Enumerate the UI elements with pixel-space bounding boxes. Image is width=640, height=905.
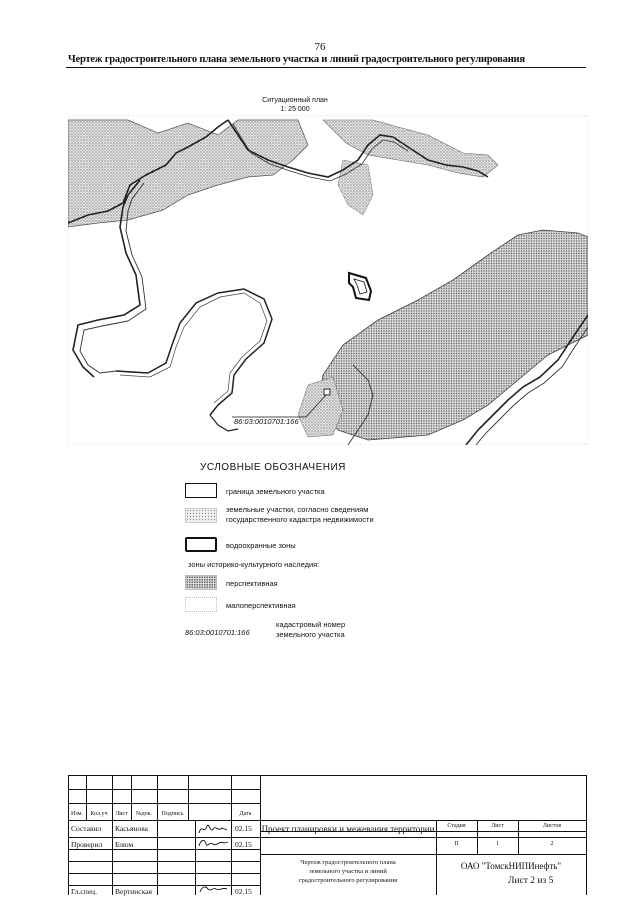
document-title: Чертеж градостроительного плана земельного участка и линий градостроительного регулирования (68, 54, 525, 65)
tb-sheet-value: 1 (496, 841, 499, 847)
legend-label-cadastre-line2: государственного кадастра недвижимости (226, 515, 374, 524)
legend-heritage-heading: зоны историко-культурного наследия: (188, 560, 320, 569)
tb-header-change: Изм. (71, 811, 83, 817)
title-block (68, 775, 586, 895)
tb-drawing-title-line1: Чертеж градостроительного плана (300, 859, 396, 866)
tb-stage-header: Стадия (447, 823, 466, 829)
tb-role-compiled: Составил (71, 824, 102, 833)
page-number: 76 (314, 41, 326, 53)
tb-sheet-header: Лист (491, 823, 504, 829)
tb-role-checked: Проверил (71, 840, 103, 849)
tb-organization: ОАО "ТомскНИПИнефть" (460, 861, 562, 871)
tb-drawing-title-line2: земельного участка и линий (309, 868, 387, 875)
situation-plan-scale: 1: 25 000 (280, 106, 310, 113)
legend-cadastral-line1: кадастровый номер (276, 620, 346, 629)
tb-header-docnum: №док. (135, 811, 153, 817)
tb-sheets-header: Листов (542, 823, 562, 829)
legend-swatch-water-protection (185, 537, 217, 552)
tb-date-checked: 02.15 (235, 840, 252, 849)
tb-drawing-title-line3: градостроительного регулирования (298, 877, 398, 884)
signature-kasyanova (196, 821, 230, 837)
legend-swatch-heritage-low (185, 597, 217, 612)
tb-sheet-count: Лист 2 из 5 (508, 876, 554, 886)
legend-label-heritage-low: малоперспективная (226, 601, 296, 610)
situation-plan-title: Ситуационный план (262, 97, 328, 104)
tb-name-checked: Блюм (115, 840, 134, 849)
legend-label-heritage-perspective: перспективная (226, 579, 278, 588)
tb-role-chief: Гл.спец. (71, 887, 97, 896)
tb-stage-value: П (454, 841, 459, 847)
legend-swatch-plot-boundary (185, 483, 217, 498)
signature-vertinskaya (196, 883, 230, 895)
tb-header-qty: Кол.уч (90, 811, 108, 817)
tb-date-chief: 02.15 (235, 887, 252, 896)
legend-label-cadastre-plots (226, 505, 374, 525)
legend-swatch-heritage-perspective (185, 575, 217, 590)
legend-label-cadastral-number (276, 620, 345, 640)
tb-name-compiled: Касьянова (115, 824, 148, 833)
tb-date-compiled: 02.15 (235, 824, 252, 833)
tb-header-date: Дата (239, 811, 252, 817)
cadastral-label: 86:03:0010701:166 (234, 417, 299, 426)
legend-swatch-cadastre-plots (185, 508, 217, 523)
tb-drawing-title (260, 858, 436, 885)
title-underline (66, 67, 586, 68)
legend-label-cadastre-line1: земельные участки, согласно сведениям (226, 505, 369, 514)
legend-label-water-protection: водоохранные зоны (226, 541, 296, 550)
situation-plan-heading (220, 96, 370, 114)
legend-cadastral-example: 86:03:0010701:166 (185, 628, 250, 637)
tb-sheets-value: 2 (550, 841, 554, 847)
legend-title: УСЛОВНЫЕ ОБОЗНАЧЕНИЯ (200, 462, 346, 473)
tb-header-signature: Подпись (161, 811, 184, 817)
legend-label-plot-boundary: граница земельного участка (226, 487, 325, 496)
signature-blum (196, 837, 230, 850)
legend-cadastral-line2: земельного участка (276, 630, 345, 639)
situation-map (68, 115, 588, 445)
cadastral-marker (324, 389, 330, 395)
tb-name-chief: Вертинская (115, 887, 152, 896)
tb-header-sheet: Лист (115, 811, 128, 817)
tb-project-title: Проект планировки и межевания территории (261, 824, 435, 834)
